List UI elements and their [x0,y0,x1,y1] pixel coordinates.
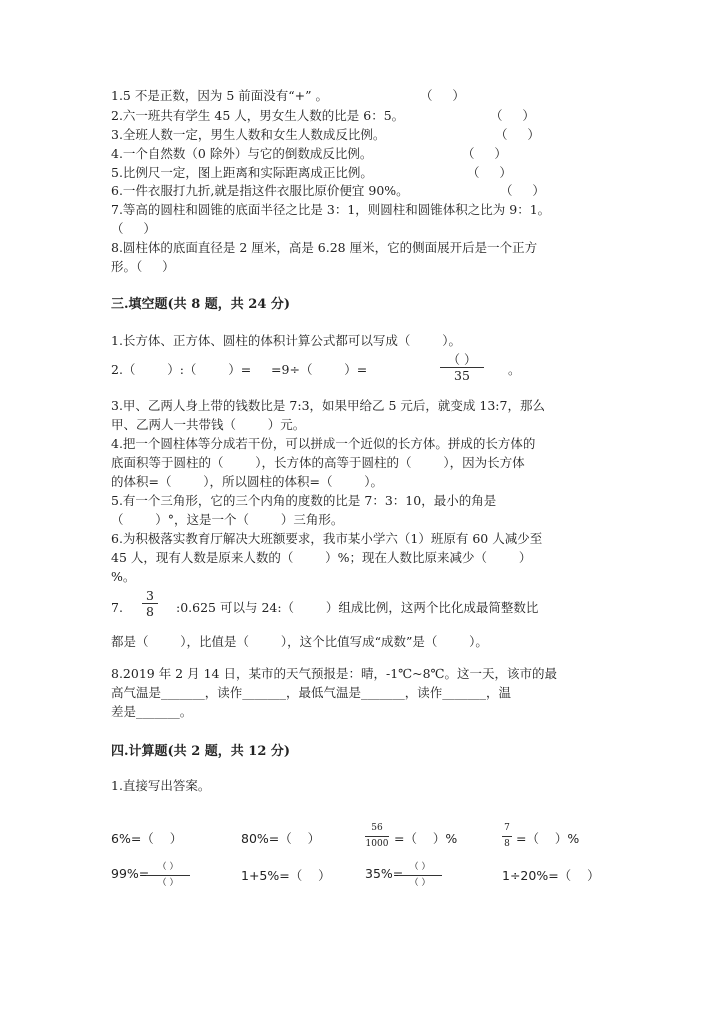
judge-q7: 7.等高的圆柱和圆锥的底面半径之比是 3：1，则圆柱和圆锥体积之比为 9：1。 [111,202,551,217]
calc-item[interactable]: 1+5%=（ ） [241,868,331,883]
calc-item: 35%= [365,866,404,881]
calc-intro: 1.直接写出答案。 [111,778,211,793]
judge-q1: 1.5 不是正数，因为 5 前面没有“+” 。 [111,88,328,103]
denominator: （ ） [409,878,431,888]
fill-q7: :0.625 可以与 24:（ ）组成比例，这两个比化成最简整数比 [176,600,539,615]
calc-item[interactable]: =（ ）% [516,831,580,846]
calc-answer-fraction[interactable] [398,861,442,890]
judge-q2: 2.六一班共有学生 45 人，男女生人数的比是 6：5。 [111,108,405,123]
answer-blank[interactable]: （ ） [495,127,540,142]
denominator: 35 [454,368,470,383]
fill-q3-cont: 甲、乙两人一共带钱（ ）元。 [111,417,306,432]
fill-q4: 4.把一个圆柱体等分成若干份，可以拼成一个近似的长方体。拼成的长方体的 [111,436,536,451]
denominator: 8 [146,604,154,619]
judge-q3: 3.全班人数一定，男生人数和女生人数成反比例。 [111,127,386,142]
judge-q4: 4.一个自然数（0 除外）与它的倒数成反比例。 [111,146,373,161]
numerator: 56 [371,823,383,833]
numerator: 7 [504,823,510,833]
fraction-bar [502,836,512,837]
fill-q2: 2.（ ）:（ ）= =9÷（ ）= [111,362,368,377]
section-heading-fill: 三.填空题(共 8 题，共 24 分) [111,297,291,312]
fill-q7-number: 7. [111,600,123,615]
fill-q7-cont: 都是（ ），比值是（ ），这个比值写成“成数”是（ ）。 [111,634,488,649]
calc-fraction [365,822,389,851]
fill-q7-fraction [142,589,158,618]
answer-blank[interactable]: （ ） [111,221,156,236]
judge-q6: 6.一件衣服打九折,就是指这件衣服比原价便宜 90%。 [111,183,409,198]
numerator: 3 [146,588,154,603]
calc-item[interactable]: 1÷20%=（ ） [502,868,600,883]
answer-blank[interactable]: （ ） [490,108,535,123]
fill-q6: 6.为积极落实教育厅解决大班额要求，我市某小学六（1）班原有 60 人减少至 [111,531,543,546]
answer-blank[interactable]: （ ） [467,165,512,180]
numerator: （ ） [409,862,431,872]
denominator: （ ） [157,878,179,888]
calc-item[interactable]: 6%=（ ） [111,831,183,846]
calc-item[interactable]: =（ ）% [394,831,458,846]
answer-blank[interactable]: （ ） [462,146,507,161]
answer-blank[interactable]: （ ） [420,88,465,103]
fill-q8-cont: 高气温是_______，读作_______，最低气温是_______，读作_______，温 [111,685,512,700]
fill-q1: 1.长方体、正方体、圆柱的体积计算公式都可以写成（ ）。 [111,333,461,348]
fraction-bar [398,875,442,876]
judge-q8: 8.圆柱体的底面直径是 2 厘米，高是 6.28 厘米，它的侧面展开后是一个正方 [111,240,538,255]
fill-q5: 5.有一个三角形，它的三个内角的度数的比是 7：3：10，最小的角是 [111,493,497,508]
fill-q4-cont2: 的体积=（ ），所以圆柱的体积=（ ）。 [111,474,384,489]
fill-q4-cont: 底面积等于圆柱的（ ），长方体的高等于圆柱的（ ），因为长方体 [111,455,525,470]
judge-q8-cont: 形。（ ） [111,259,175,274]
calc-answer-fraction[interactable] [146,861,190,890]
section-heading-calc: 四.计算题(共 2 题，共 12 分) [111,744,291,759]
denominator: 1000 [365,839,389,849]
denominator: 8 [504,839,510,849]
fill-q6-cont2: %。 [111,569,136,584]
calc-item[interactable]: 80%=（ ） [241,831,321,846]
fraction-bar [146,875,190,876]
judge-q5: 5.比例尺一定，图上距离和实际距离成正比例。 [111,165,373,180]
fraction-bar [365,836,389,837]
answer-blank[interactable]: （ ） [500,183,545,198]
fill-q6-cont: 45 人，现有人数是原来人数的（ ）%；现在人数比原来减少（ ） [111,550,532,565]
fill-q5-cont: （ ）°，这是一个（ ）三角形。 [111,512,344,527]
numerator: （ ） [157,862,179,872]
fill-q8-cont2: 差是_______。 [111,704,193,719]
fill-q3: 3.甲、乙两人身上带的钱数比是 7:3，如果甲给乙 5 元后，就变成 13:7，那么 [111,398,545,413]
fill-q2-end: 。 [508,362,521,377]
fill-q8: 8.2019 年 2 月 14 日，某市的天气预报是：晴，-1℃~8℃。这一天，该市的最 [111,666,558,681]
numerator: （ ） [447,352,477,367]
calc-fraction [502,822,512,851]
calc-item: 99%= [111,866,150,881]
fill-q2-fraction[interactable] [440,353,484,382]
